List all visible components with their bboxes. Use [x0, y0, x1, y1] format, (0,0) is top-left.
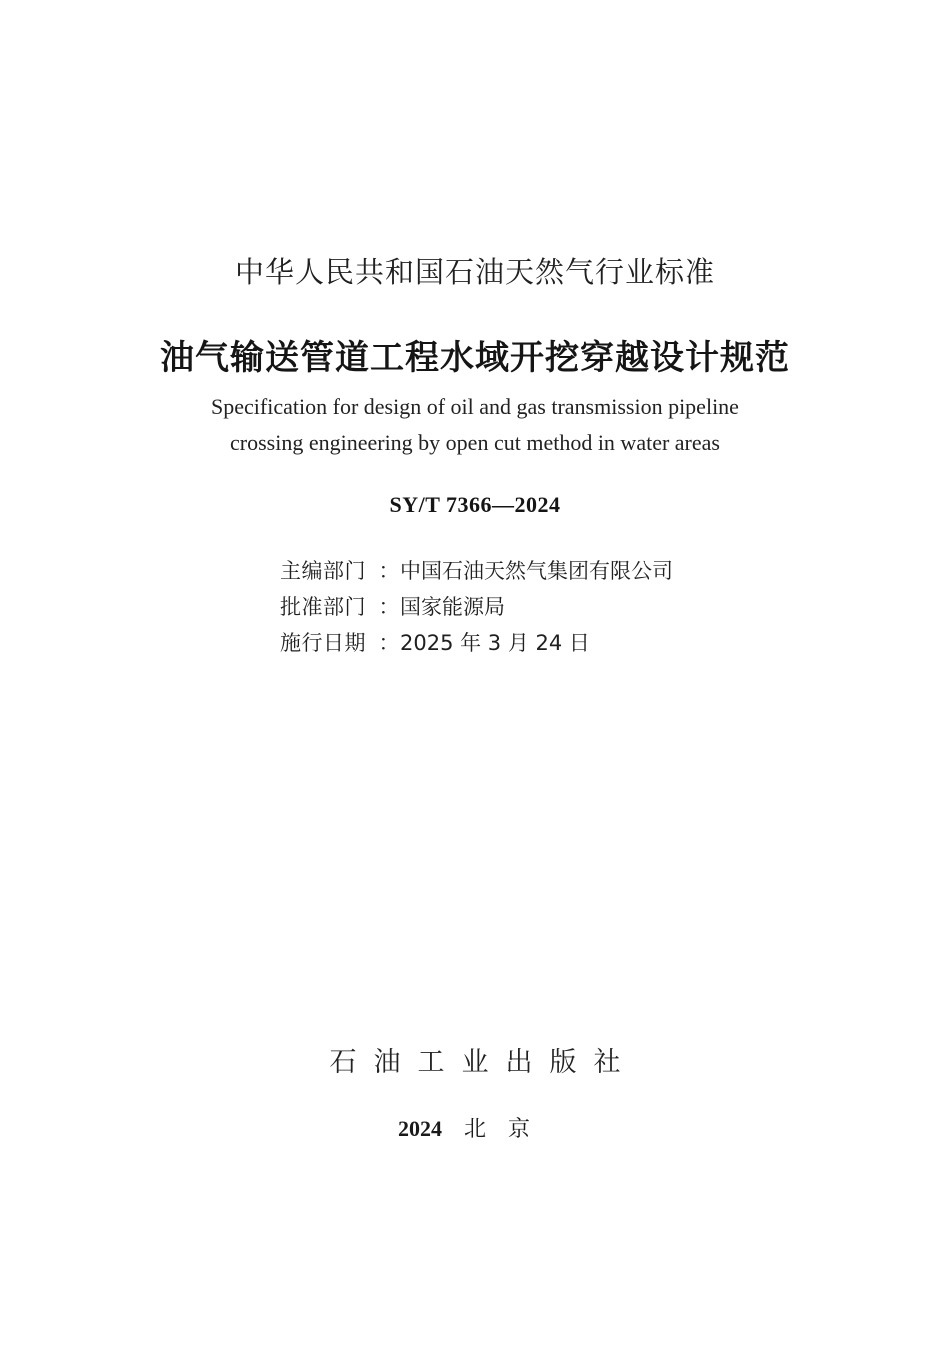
- standard-title-english-line1: Specification for design of oil and gas transmission pipeline: [211, 394, 739, 419]
- info-label: 批准部门: [280, 595, 366, 619]
- info-row-effective-date: [280, 625, 673, 661]
- industry-standard-heading: 中华人民共和国石油天然气行业标准: [234, 255, 715, 289]
- info-separator: ：: [378, 631, 400, 655]
- info-value-effective-date: 2025 年 3 月 24 日: [400, 631, 590, 655]
- info-row-approver: [280, 589, 673, 625]
- info-separator: ：: [378, 595, 400, 619]
- standard-title-chinese: 油气输送管道工程水域开挖穿越设计规范: [160, 338, 790, 378]
- imprint: [0, 1112, 950, 1143]
- standard-code: SY/T 7366—2024: [389, 492, 561, 517]
- issuance-info: [280, 553, 673, 661]
- publisher-name: 石油工业出版社: [329, 1047, 638, 1078]
- info-label: 施行日期: [280, 631, 366, 655]
- info-value-editor: 中国石油天然气集团有限公司: [400, 559, 673, 583]
- imprint-year: 2024: [397, 1116, 442, 1141]
- info-value-approver: 国家能源局: [400, 595, 505, 619]
- imprint-city: 北京: [463, 1117, 552, 1142]
- standard-title-english-line2: crossing engineering by open cut method in water areas: [230, 430, 720, 455]
- info-row-editor: [280, 553, 673, 589]
- info-separator: ：: [378, 559, 400, 583]
- info-label: 主编部门: [280, 559, 366, 583]
